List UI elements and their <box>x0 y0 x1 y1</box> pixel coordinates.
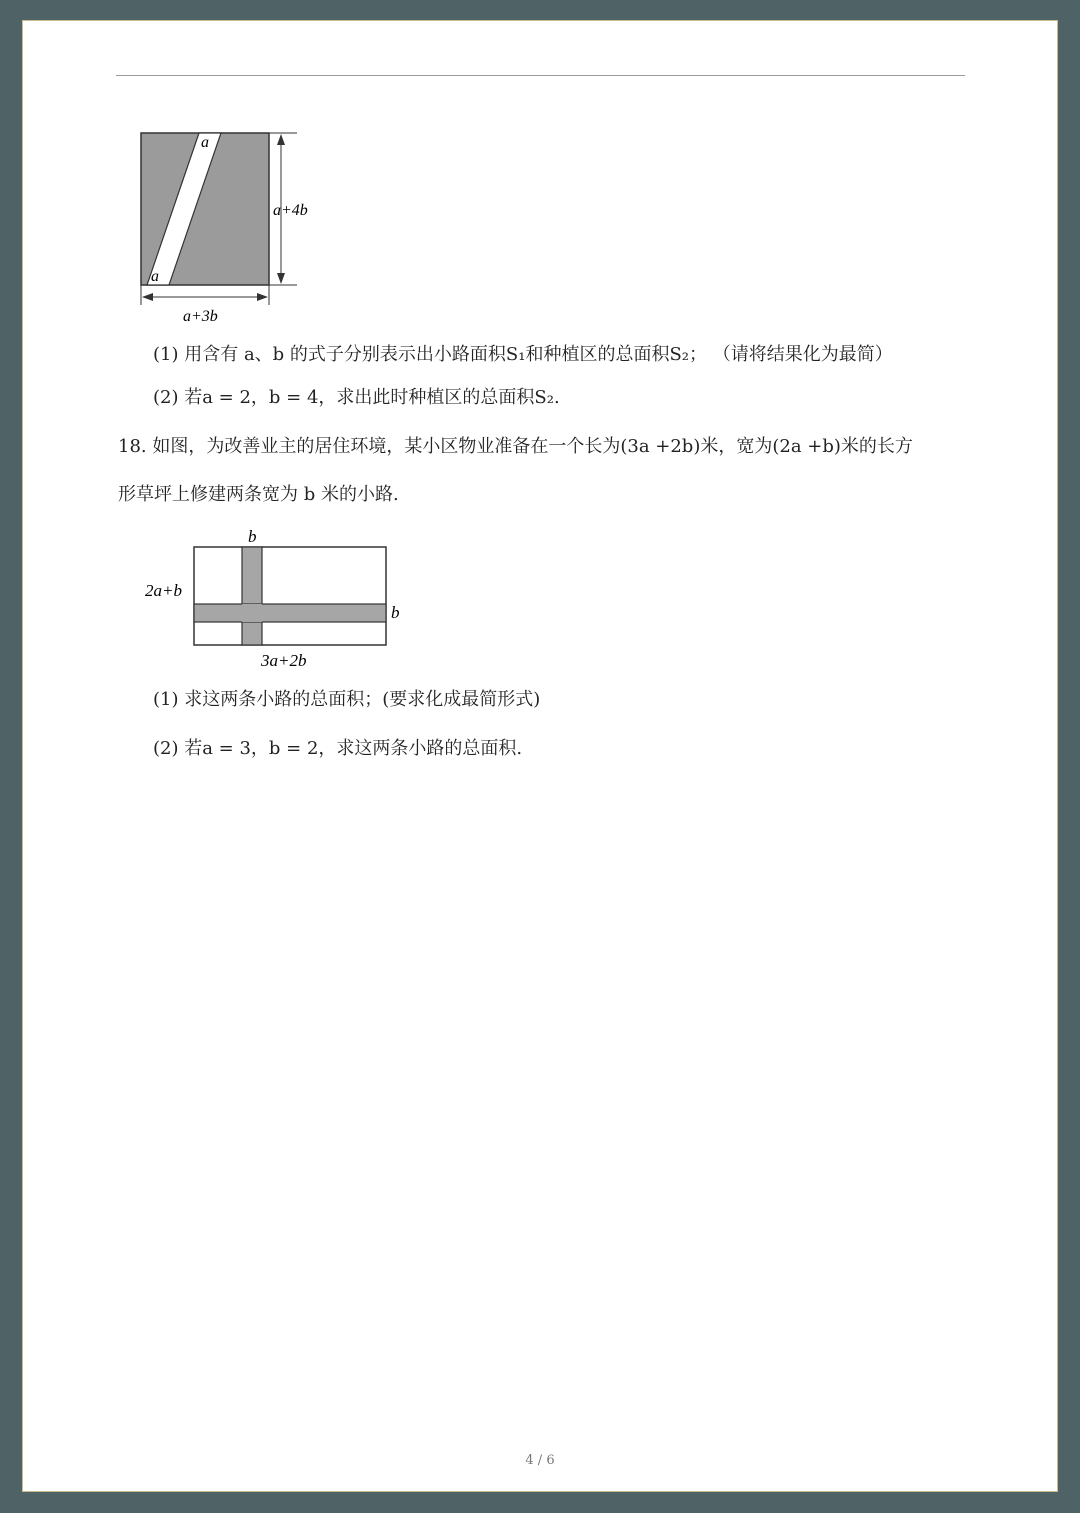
fig1-label-top: a <box>201 134 209 151</box>
q17-part1: (1) 用含有 a、b 的式子分别表示出小路面积S₁和种植区的总面积S₂； （请将结果化为最简） <box>153 344 893 365</box>
page-number: 4 / 6 <box>525 1453 555 1468</box>
q18-stem-line1: 18. 如图，为改善业主的居住环境，某小区物业准备在一个长为(3a +2b)米，宽为(2a +b)米的长方 <box>118 436 913 457</box>
fig2-label-bottom: 3a+2b <box>261 651 307 670</box>
q18-part1: (1) 求这两条小路的总面积；(要求化成最简形式) <box>153 689 541 710</box>
figure-cross-paths <box>135 523 415 673</box>
fig1-label-bottom: a <box>151 268 159 285</box>
header-rule <box>116 75 965 76</box>
fig1-label-base: a+3b <box>183 308 218 325</box>
fig2-label-left: 2a+b <box>145 581 182 600</box>
q18-part2: (2) 若a = 3，b = 2，求这两条小路的总面积. <box>153 738 523 759</box>
q18-stem-line2: 形草坪上修建两条宽为 b 米的小路. <box>118 484 399 505</box>
fig1-label-right: a+4b <box>273 202 308 219</box>
document-page <box>22 20 1058 1492</box>
figure-parallelogram-path <box>131 125 331 325</box>
q17-part2: (2) 若a = 2，b = 4，求出此时种植区的总面积S₂. <box>153 387 560 408</box>
fig2-label-right: b <box>391 603 400 622</box>
fig2-label-top: b <box>248 527 257 546</box>
